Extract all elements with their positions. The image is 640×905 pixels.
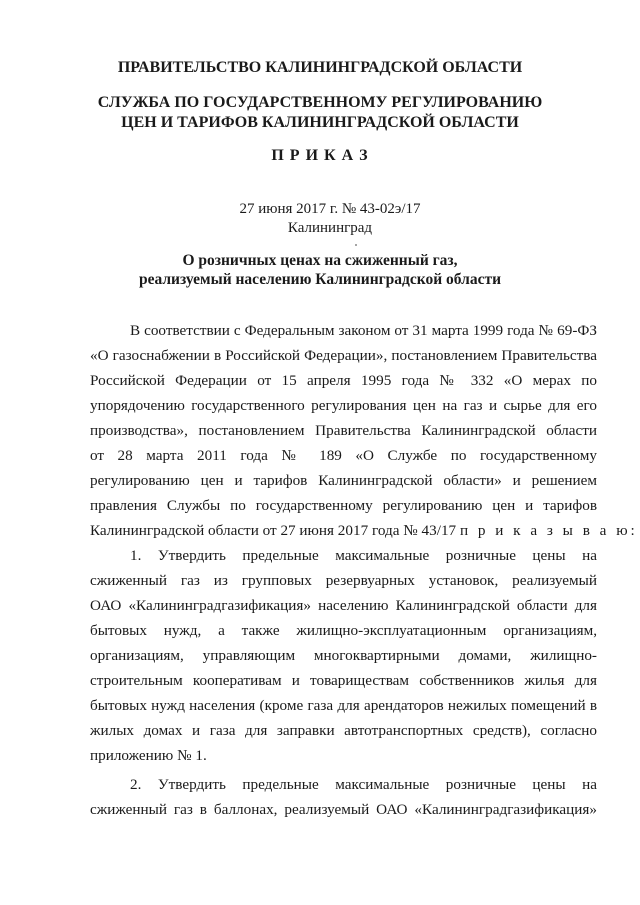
scan-speck	[355, 244, 357, 246]
preamble-line: «О газоснабжении в Российской Федерации», постановлением Правительства	[90, 347, 597, 364]
preamble-line: упорядочению государственного регулирования цен на газ и сырье для его	[90, 397, 597, 414]
item1-line: бытовых нужд, а также жилищно-эксплуатационным организациям,	[90, 622, 597, 639]
item1-line: ОАО «Калининградгазификация» населению Калининградской области для	[90, 597, 597, 614]
order-word: п р и к а з ы в а ю:	[459, 522, 638, 539]
preamble-line: регулированию цен и тарифов Калининградской области» и решением	[90, 472, 597, 489]
preamble-line: производства», постановлением Правительства Калининградской области	[90, 422, 597, 439]
preamble-last-line	[90, 518, 638, 543]
service-title-line1: СЛУЖБА ПО ГОСУДАРСТВЕННОМУ РЕГУЛИРОВАНИЮ	[97, 94, 543, 111]
date-number: 27 июня 2017 г. № 43-02э/17	[239, 201, 421, 217]
subject-line1: О розничных ценах на сжиженный газ,	[182, 252, 458, 269]
service-title-line2: ЦЕН И ТАРИФОВ КАЛИНИНГРАДСКОЙ ОБЛАСТИ	[121, 114, 519, 131]
document-type: П Р И К А З	[271, 147, 369, 164]
government-title: ПРАВИТЕЛЬСТВО КАЛИНИНГРАДСКОЙ ОБЛАСТИ	[117, 59, 523, 76]
item1-line: сжиженный газ из групповых резервуарных установок, реализуемый	[90, 572, 597, 589]
item1-line: строительным кооперативам и товариществам собственников жилья для	[90, 672, 597, 689]
item1-line: бытовых нужд населения (кроме газа для арендаторов нежилых помещений в	[90, 697, 597, 714]
item1-last-line: приложению № 1.	[90, 747, 207, 764]
order-body	[90, 318, 638, 822]
city: Калининград	[287, 220, 373, 236]
item1-line: жилых домах и газа для заправки автотранспортных средств), согласно	[90, 722, 597, 739]
preamble-last-text: Калининградской области от 27 июня 2017 года № 43/17	[90, 522, 457, 539]
preamble-line: правления Службы по государственному регулированию цен и тарифов	[90, 497, 597, 514]
item2-line: сжиженный газ в баллонах, реализуемый ОАО «Калининградгазификация»	[90, 801, 597, 818]
preamble-line: В соответствии с Федеральным законом от 31 марта 1999 года № 69-ФЗ	[130, 322, 597, 339]
item2-line: 2. Утвердить предельные максимальные розничные цены на	[130, 776, 597, 793]
subject-line2: реализуемый населению Калининградской области	[138, 271, 502, 288]
preamble-line: Российской Федерации от 15 апреля 1995 года № 332 «О мерах по	[90, 372, 597, 389]
item1-line: организациям, управляющим многоквартирными домами, жилищно-	[90, 647, 597, 664]
preamble-line: от 28 марта 2011 года № 189 «О Службе по государственному	[90, 447, 597, 464]
item1-line: 1. Утвердить предельные максимальные розничные цены на	[130, 547, 597, 564]
